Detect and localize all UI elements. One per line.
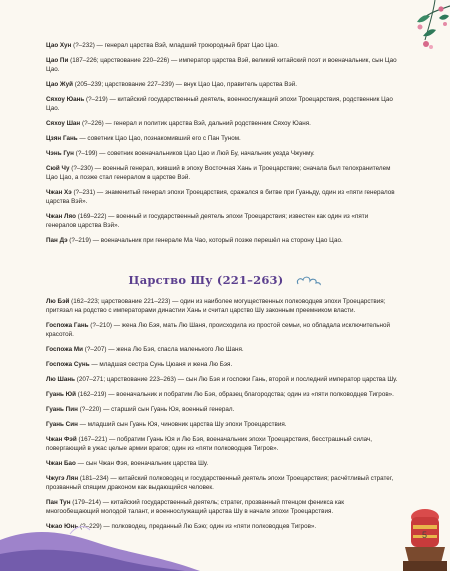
entry-item: Сяхоу Юань (?–219) — китайский государственный деятель, военнослужащий эпохи Троецарствия, родственник Цао Цао. [46,96,393,112]
entry-item: Сяхоу Шан (?–226) — генерал и политик царства Вэй, дальний родственник Сяхоу Юаня. [46,120,311,127]
cloud-ornament-icon [296,276,322,286]
entry-item: Госпожа Сунь — младшая сестра Сунь Цюаня и жена Лю Бэя. [46,361,233,368]
entry-item: Цао Пи (187–226; царствование 220–226) — император царства Вэй, великий китайский поэт и военачальник, сын Цао Цао. [46,57,397,73]
entry-item: Пан Тун (179–214) — китайский государственный деятель; стратег, прозванный птенцом феникса как многообещающий молодой талант, и военнослужащий царства Шу в начале эпохи Троецарствия. [46,499,345,515]
entry-item: Госпожа Ми (?–207) — жена Лю Бэя, спасла маленького Лю Шаня. [46,346,244,353]
section-shu-list [46,297,398,537]
entry-item: Цзян Гань — советник Цао Цао, познакомивший его с Пан Туном. [46,135,241,142]
entry-item: Чжан Хэ (?–231) — знаменитый генерал эпохи Троецарствия, сражался в битве при Гуаньду, один из «пяти генералов царства Вэй». [46,189,395,205]
entry-item: Пан Дэ (?–219) — военачальник при генерале Ма Чао, который позже перешёл на сторону Цао Цао. [46,237,343,244]
entry-item: Чэнь Гун (?–199) — советник военачальников Цао Цао и Люй Бу, начальник уезда Чжунму. [46,150,315,157]
entry-item: Госпожа Гань (?–210) — жена Лю Бэя, мать Лю Шаня, происходила из простой семьи, но обладала исключительной красотой. [46,322,391,338]
entry-item: Сюй Чу (?–230) — военный генерал, живший в эпоху Восточная Хань и Троецарствие; сначала был телохранителем Цао Цао, а позже стал генералом в царстве Вэй. [46,165,391,181]
page-number: 5 [421,530,427,540]
entry-item: Цао Хун (?–232) — генерал царства Вэй, младший троюродный брат Цао Цао. [46,42,279,49]
entry-item: Лю Бэй (162–223; царствование 221–223) — один из наиболее могущественных полководцев эпохи Троецарствия; притязал на родство с императорами династии Хань и считал царство Шу законным преемником власти. [46,298,386,314]
landscape-decoration [0,520,200,571]
entry-item: Чжан Ляо (169–222) — военный и государственный деятель эпохи Троецарствия; известен как один из «пяти генералов царства Вэй». [46,213,369,229]
flowering-branch-decoration [395,0,450,52]
entry-item: Гуань Пин (?–220) — старший сын Гуань Юя, военный генерал. [46,406,235,413]
entry-item: Цао Жуй (205–239; царствование 227–239) — внук Цао Цао, правитель царства Вэй. [46,81,297,88]
section-wei-list [46,41,398,251]
entry-item: Гуань Юй (162–219) — военачальник и побратим Лю Бэя, образец благородства; один из «пяти полководцев Тигров». [46,391,394,398]
entry-item: Лю Шань (207–271; царствование 223–263) — сын Лю Бэя и госпожи Гань, второй и последний император царства Шу. [46,376,398,383]
entry-item: Гуань Син — младший сын Гуань Юя, чиновник царства Шу эпохи Троецарствия. [46,421,287,428]
entry-item: Чжао Юнь (?–229) — полководец, преданный Лю Бэю; один из «пяти полководцев Тигров». [46,523,317,530]
entry-item: Чжан Фэй (167–221) — побратим Гуань Юя и Лю Бэя, военачальник эпохи Троецарствия, бесстрашный силач, повергающий в ужас целые армии врагов; один из «пяти полководцев Тигров». [46,436,373,452]
entry-item: Чжан Бао — сын Чжан Фэя, военачальник царства Шу. [46,460,209,467]
entry-item: Чжугэ Лян (181–234) — китайский полководец и государственный деятель эпохи Троецарствия; расчётливый стратег, прозванный спящим драконом как выдающийся человек. [46,475,394,491]
section-heading-shu: Царство Шу (221–263) [0,273,450,287]
